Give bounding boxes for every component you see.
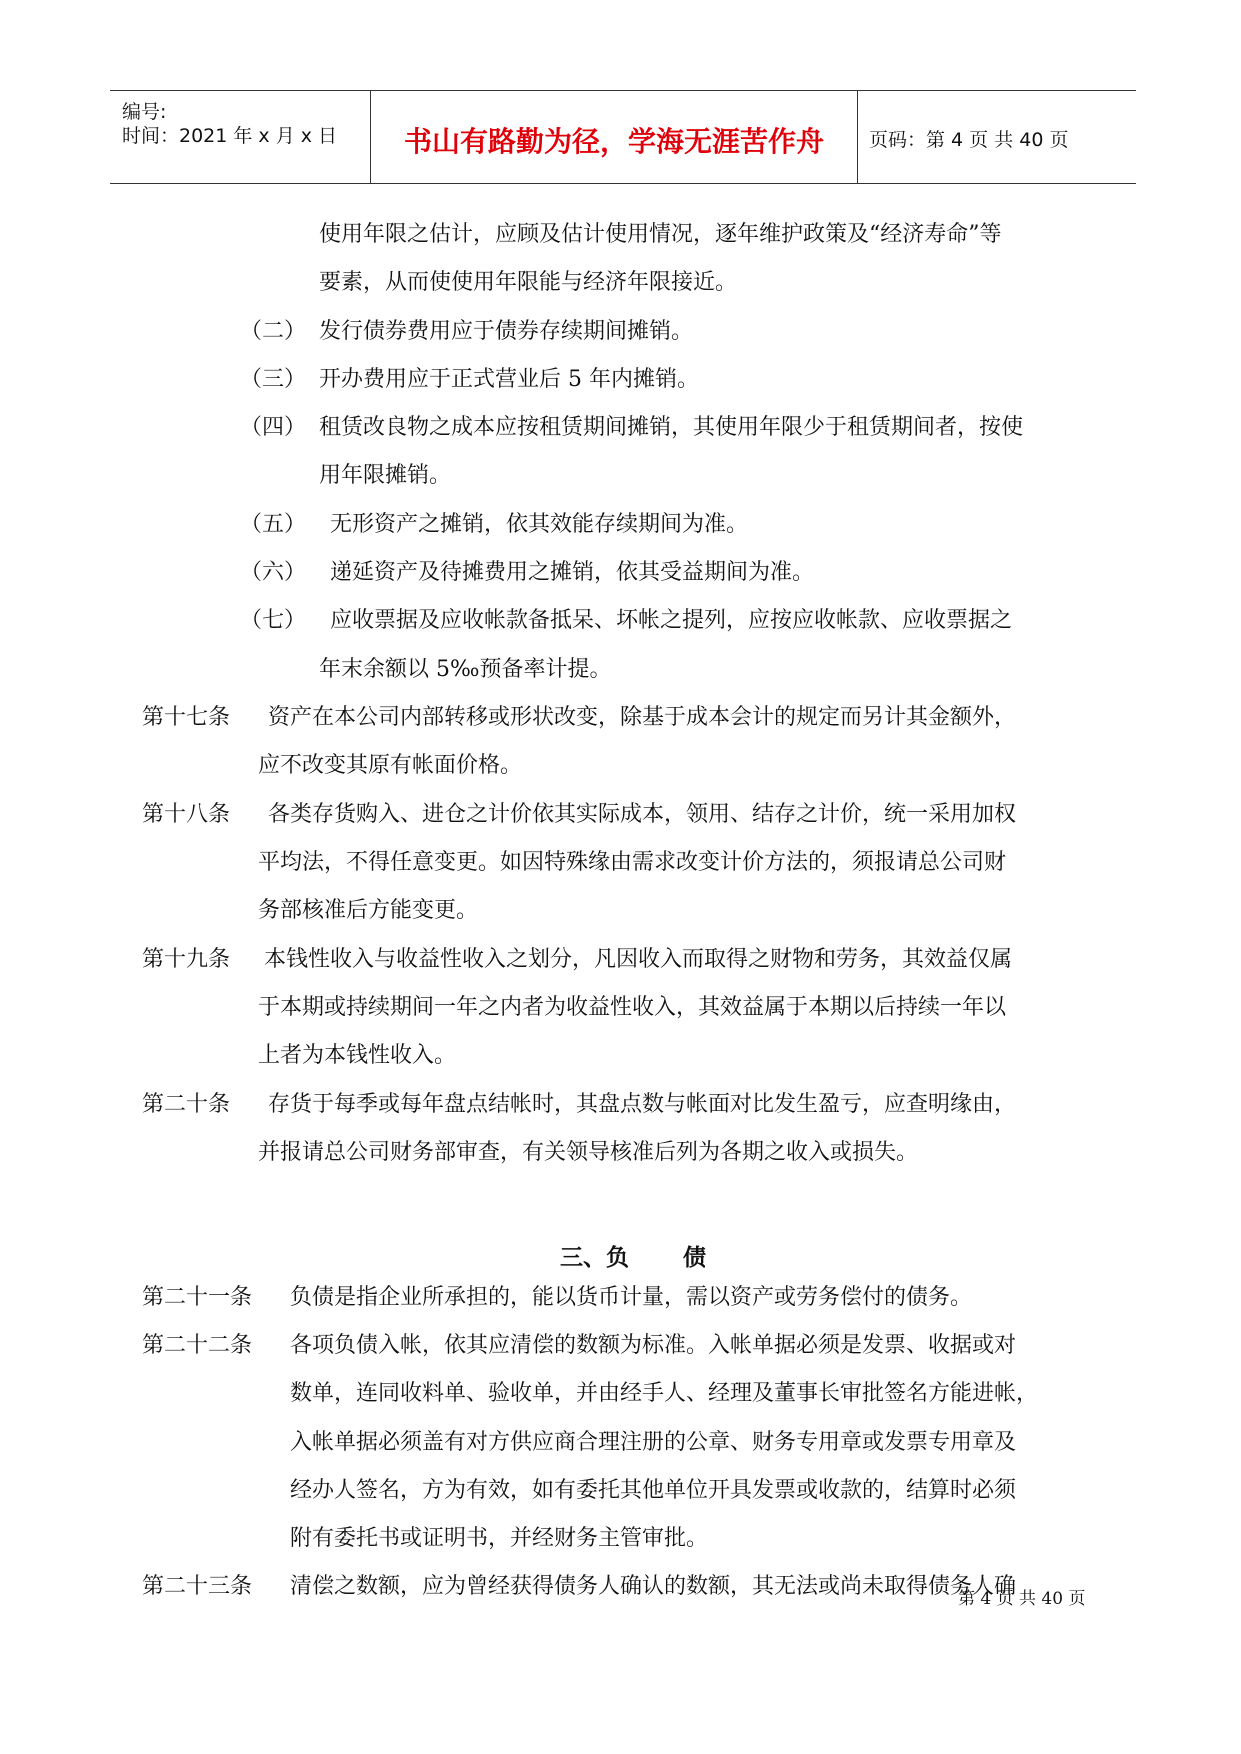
article-text: 负债是指企业所承担的，能以货币计量，需以资产或劳务偿付的债务。: [290, 1285, 973, 1310]
document-number-label: 编号:: [122, 101, 167, 123]
list-item-number: （五）: [240, 512, 307, 537]
list-item-text: 无形资产之摊销，依其效能存续期间为准。: [330, 512, 749, 537]
article-label: 第二十二条: [142, 1333, 253, 1358]
article-label: 第二十三条: [142, 1574, 253, 1599]
article-label: 第十七条: [142, 705, 231, 730]
article-text: 并报请总公司财务部审查，有关领导核准后列为各期之收入或损失。: [258, 1140, 919, 1165]
paragraph-line: 使用年限之估计，应顾及估计使用情况，逐年维护政策及“经济寿命”等: [319, 222, 1002, 247]
list-item-text: 租赁改良物之成本应按租赁期间摊销，其使用年限少于租赁期间者，按使: [319, 415, 1024, 440]
document-date-label: 时间：2021 年 x 月 x 日: [122, 125, 338, 147]
header-page-cell: [857, 91, 1136, 183]
header-page-number: 页码：第 4 页 共 40 页: [869, 129, 1069, 151]
article-label: 第二十条: [142, 1092, 231, 1117]
page-footer: 第 4 页 共 40 页: [958, 1589, 1086, 1609]
header-motto: 书山有路勤为径，学海无涯苦作舟: [403, 125, 824, 158]
article-text: 资产在本公司内部转移或形状改变，除基于成本会计的规定而另计其金额外，: [268, 705, 1017, 730]
list-item-text: 开办费用应于正式营业后 5 年内摊销。: [319, 367, 699, 392]
section-title: [560, 1239, 706, 1272]
list-item-number: （六）: [240, 560, 307, 585]
list-item-continuation: 用年限摊销。: [319, 463, 452, 488]
article-text: 数单，连同收料单、验收单，并由经手人、经理及董事长审批签名方能进帐，: [290, 1381, 1039, 1406]
article-text: 各类存货购入、进仓之计价依其实际成本，领用、结存之计价，统一采用加权: [268, 802, 1017, 827]
list-item-text: 发行债券费用应于债券存续期间摊销。: [319, 319, 694, 344]
article-text: 于本期或持续期间一年之内者为收益性收入，其效益属于本期以后持续一年以: [258, 995, 1007, 1020]
article-label: 第二十一条: [142, 1285, 253, 1310]
list-item-number: （七）: [240, 608, 307, 633]
article-text: 清偿之数额，应为曾经获得债务人确认的数额，其无法或尚未取得债务人确: [290, 1574, 1017, 1599]
paragraph-line: 要素，从而使使用年限能与经济年限接近。: [319, 270, 738, 295]
article-label: 第十九条: [142, 947, 231, 972]
article-text: 务部核准后方能变更。: [258, 898, 479, 923]
header-meta: [110, 91, 370, 183]
article-text: 各项负债入帐，依其应清偿的数额为标准。入帐单据必须是发票、收据或对: [290, 1333, 1017, 1358]
section-title-part: 三、负: [560, 1245, 629, 1271]
article-text: 本钱性收入与收益性收入之划分，凡因收入而取得之财物和劳务，其效益仅属: [264, 947, 1013, 972]
list-item-number: （三）: [240, 367, 307, 392]
article-text: 平均法，不得任意变更。如因特殊缘由需求改变计价方法的，须报请总公司财: [258, 850, 1007, 875]
article-text: 应不改变其原有帐面价格。: [258, 753, 523, 778]
list-item-number: （二）: [240, 319, 307, 344]
article-text: 入帐单据必须盖有对方供应商合理注册的公章、财务专用章或发票专用章及: [290, 1430, 1017, 1455]
list-item-text: 递延资产及待摊费用之摊销，依其受益期间为准。: [330, 560, 815, 585]
article-text: 上者为本钱性收入。: [258, 1043, 457, 1068]
page-header: [110, 90, 1136, 184]
article-text: 附有委托书或证明书，并经财务主管审批。: [290, 1526, 709, 1551]
article-label: 第十八条: [142, 802, 231, 827]
header-motto-cell: [370, 91, 858, 183]
list-item-continuation: 年末余额以 5‰预备率计提。: [319, 657, 612, 682]
list-item-text: 应收票据及应收帐款备抵呆、坏帐之提列，应按应收帐款、应收票据之: [330, 608, 1013, 633]
section-title-part: 债: [683, 1245, 706, 1271]
list-item-number: （四）: [240, 415, 307, 440]
article-text: 经办人签名，方为有效，如有委托其他单位开具发票或收款的，结算时必须: [290, 1478, 1017, 1503]
article-text: 存货于每季或每年盘点结帐时，其盘点数与帐面对比发生盈亏，应查明缘由，: [268, 1092, 1017, 1117]
